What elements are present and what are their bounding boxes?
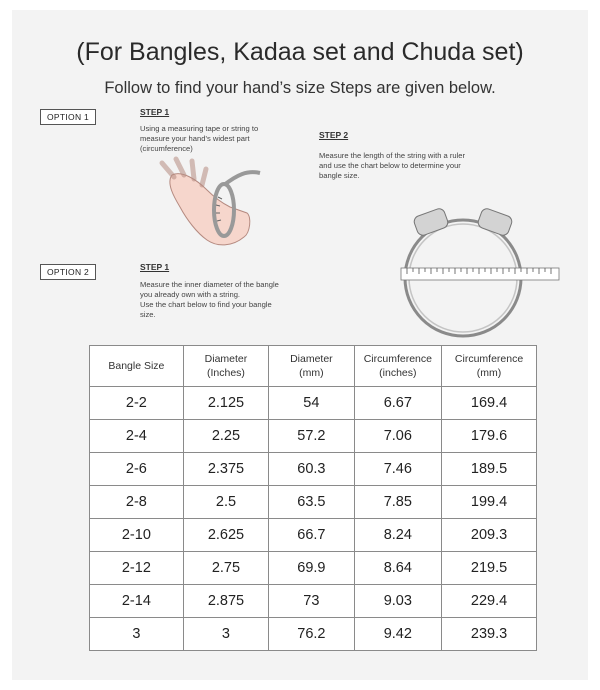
- bangle-ruler-illustration: [395, 200, 565, 340]
- cell-circumference-inches: 9.42: [354, 618, 442, 651]
- cell-diameter-mm: 60.3: [269, 453, 354, 486]
- cell-circumference-inches: 9.03: [354, 585, 442, 618]
- cell-diameter-mm: 76.2: [269, 618, 354, 651]
- cell-diameter-mm: 57.2: [269, 420, 354, 453]
- bangle-size-table: [89, 345, 537, 651]
- cell-circumference-inches: 7.46: [354, 453, 442, 486]
- header-circumference-inches: Circumference (inches): [354, 346, 442, 387]
- cell-circumference-mm: 229.4: [442, 585, 537, 618]
- cell-circumference-mm: 189.5: [442, 453, 537, 486]
- cell-circumference-inches: 8.24: [354, 519, 442, 552]
- cell-circumference-inches: 7.06: [354, 420, 442, 453]
- cell-circumference-inches: 7.85: [354, 486, 442, 519]
- cell-diameter-inches: 2.625: [183, 519, 268, 552]
- page-title: (For Bangles, Kadaa set and Chuda set): [76, 38, 524, 66]
- table-row: [90, 552, 537, 585]
- header-circumference-mm: Circumference (mm): [442, 346, 537, 387]
- cell-size: 2-14: [90, 585, 184, 618]
- header-diameter-inches: Diameter (Inches): [183, 346, 268, 387]
- table-row: [90, 486, 537, 519]
- cell-diameter-inches: 2.75: [183, 552, 268, 585]
- table-row: [90, 519, 537, 552]
- cell-size: 2-2: [90, 387, 184, 420]
- cell-size: 2-10: [90, 519, 184, 552]
- cell-diameter-inches: 2.125: [183, 387, 268, 420]
- cell-diameter-mm: 54: [269, 387, 354, 420]
- table-row: [90, 387, 537, 420]
- option-1-label: OPTION 1: [40, 109, 96, 125]
- cell-circumference-mm: 199.4: [442, 486, 537, 519]
- table-row: [90, 453, 537, 486]
- table-header-row: [90, 346, 537, 387]
- cell-diameter-mm: 73: [269, 585, 354, 618]
- cell-diameter-inches: 2.875: [183, 585, 268, 618]
- cell-circumference-inches: 6.67: [354, 387, 442, 420]
- page-subtitle: Follow to find your hand’s size Steps are given below.: [104, 79, 496, 97]
- table-row: [90, 420, 537, 453]
- option-2-step-1-heading: STEP 1: [140, 262, 170, 272]
- option-1-step-2-heading: STEP 2: [319, 130, 349, 140]
- cell-diameter-inches: 2.375: [183, 453, 268, 486]
- cell-diameter-mm: 66.7: [269, 519, 354, 552]
- option-1-step-1-text: Using a measuring tape or string to measure your hand’s widest part (circumference): [140, 124, 259, 153]
- cell-size: 2-12: [90, 552, 184, 585]
- option-2-step-1-text: Measure the inner diameter of the bangle you already own with a string. Use the chart below to find your bangle size.: [140, 280, 279, 319]
- option-1-step-2-text: Measure the length of the string with a ruler and use the chart below to determine your bangle size.: [319, 151, 466, 180]
- option-2-label: OPTION 2: [40, 264, 96, 280]
- cell-diameter-inches: 2.25: [183, 420, 268, 453]
- hand-measuring-illustration: [152, 155, 272, 250]
- option-1-step-1-heading: STEP 1: [140, 107, 170, 117]
- cell-diameter-mm: 69.9: [269, 552, 354, 585]
- cell-diameter-inches: 2.5: [183, 486, 268, 519]
- header-diameter-mm: Diameter (mm): [269, 346, 354, 387]
- cell-circumference-mm: 239.3: [442, 618, 537, 651]
- table-row: [90, 585, 537, 618]
- cell-size: 3: [90, 618, 184, 651]
- cell-circumference-mm: 209.3: [442, 519, 537, 552]
- cell-circumference-mm: 169.4: [442, 387, 537, 420]
- cell-circumference-inches: 8.64: [354, 552, 442, 585]
- table-row: [90, 618, 537, 651]
- cell-size: 2-4: [90, 420, 184, 453]
- cell-diameter-inches: 3: [183, 618, 268, 651]
- cell-circumference-mm: 179.6: [442, 420, 537, 453]
- cell-diameter-mm: 63.5: [269, 486, 354, 519]
- cell-size: 2-6: [90, 453, 184, 486]
- cell-size: 2-8: [90, 486, 184, 519]
- cell-circumference-mm: 219.5: [442, 552, 537, 585]
- header-bangle-size: Bangle Size: [90, 346, 184, 387]
